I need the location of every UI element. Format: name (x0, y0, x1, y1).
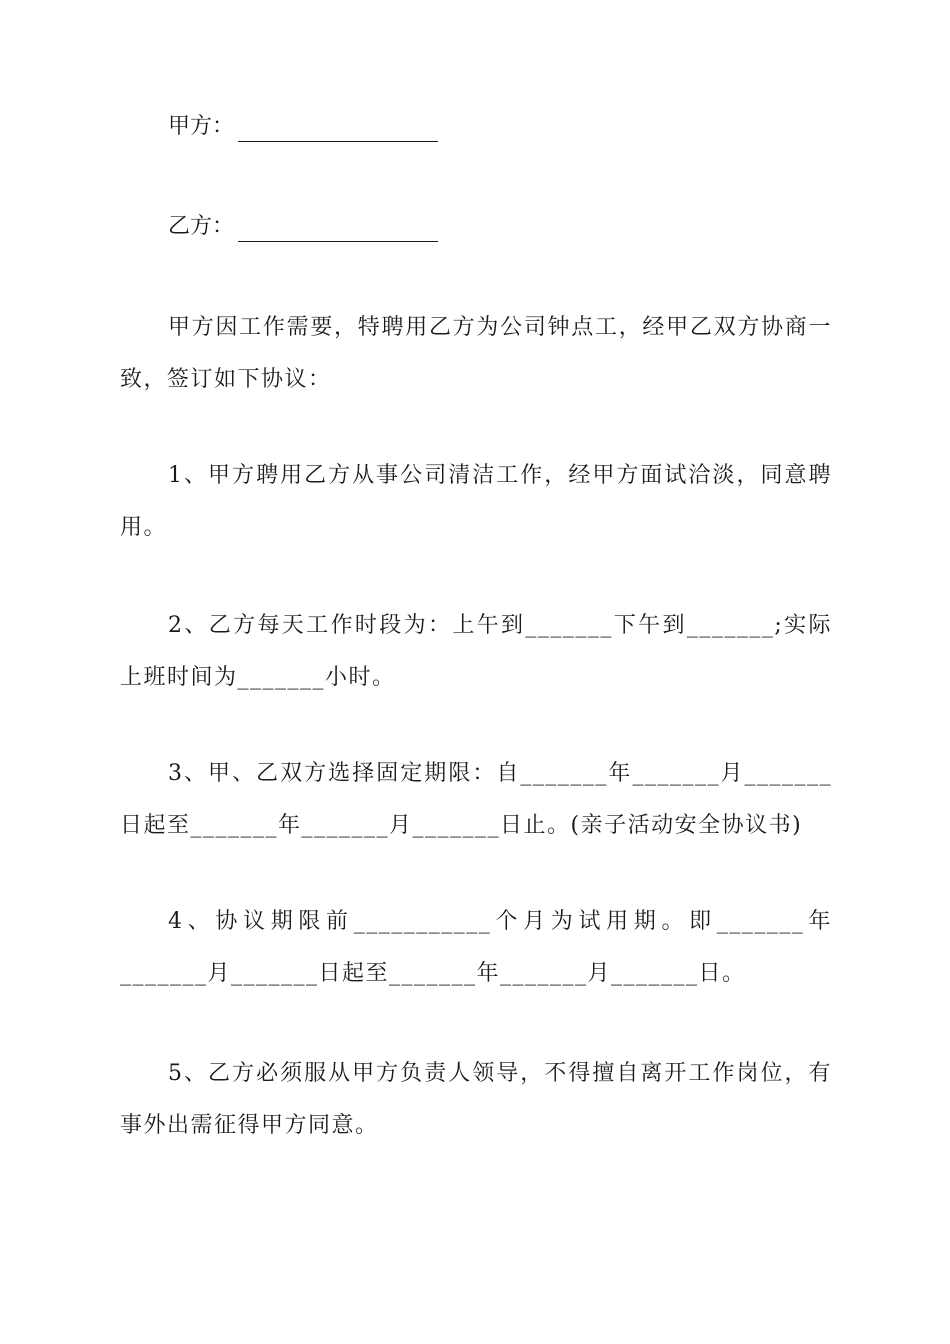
clause-3: 3、甲、乙双方选择固定期限：自_______年_______月_______日起至_______年_______月_______日止。(亲子活动安全协议书) (120, 761, 832, 838)
clause-2: 2、乙方每天工作时段为：上午到_______下午到_______;实际上班时间为_______小时。 (120, 613, 832, 690)
clause-4: 4、协议期限前___________个月为试用期。即_______年_______月_______日起至_______年_______月_______日。 (120, 909, 832, 986)
party-a-label: 甲方： (168, 114, 235, 139)
clause-5: 5、乙方必须服从甲方负责人领导，不得擅自离开工作岗位，有事外出需征得甲方同意。 (120, 1061, 832, 1138)
party-a-line (168, 112, 438, 142)
party-a-blank (238, 119, 438, 142)
intro-paragraph: 甲方因工作需要，特聘用乙方为公司钟点工，经甲乙双方协商一致，签订如下协议： (120, 315, 832, 392)
party-b-label: 乙方： (168, 214, 235, 239)
party-b-line (168, 212, 438, 242)
party-b-blank (238, 219, 438, 242)
clause-1: 1、甲方聘用乙方从事公司清洁工作，经甲方面试洽淡，同意聘用。 (120, 463, 832, 540)
